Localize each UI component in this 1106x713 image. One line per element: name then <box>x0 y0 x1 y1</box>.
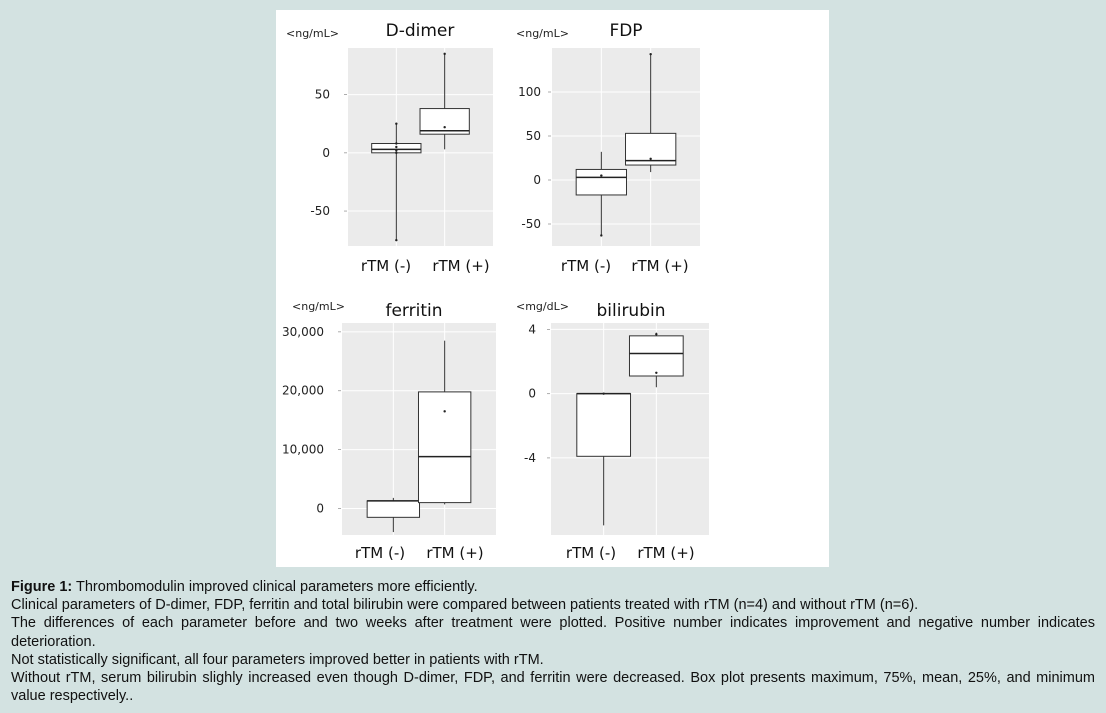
y-unit-label: <mg/dL> <box>516 300 569 313</box>
chart-grid <box>276 10 829 567</box>
caption-title: Thrombomodulin improved clinical parameters more efficiently. <box>76 579 478 595</box>
data-point <box>395 152 397 154</box>
y-tick-label: 0 <box>533 173 541 187</box>
y-unit-label: <ng/mL> <box>292 300 345 313</box>
x-category-label: rTM (-) <box>565 544 617 562</box>
y-tick-label: -50 <box>310 204 330 219</box>
box-iqr <box>577 394 631 457</box>
data-point <box>600 234 602 236</box>
x-category-label: rTM (+) <box>426 544 484 562</box>
caption-line: Not statistically significant, all four parameters improved better in patients with rTM. <box>11 651 544 668</box>
x-category-label: rTM (-) <box>354 544 406 562</box>
chart-title: bilirubin <box>596 301 666 321</box>
box-iqr <box>418 392 470 503</box>
data-point <box>655 372 657 374</box>
box-iqr <box>367 501 419 517</box>
y-tick-label: 100 <box>518 85 541 99</box>
caption-line: Without rTM, serum bilirubin slighly increased even though D-dimer, FDP, and ferritin were decreased. Box plot presents maximum, 75%, mean, 25%, and minimum value respectively.. <box>11 670 1095 705</box>
data-point <box>395 142 397 144</box>
y-unit-label: <ng/mL> <box>286 27 339 40</box>
caption-line: Clinical parameters of D-dimer, FDP, ferritin and total bilirubin were compared between patients treated with rTM (n=4) and without rTM (n=6). <box>11 597 919 614</box>
figure-caption <box>11 578 1095 705</box>
y-tick-label: -50 <box>521 217 541 231</box>
data-point <box>602 392 604 394</box>
data-point <box>395 123 397 125</box>
data-point <box>649 53 651 55</box>
y-tick-label: 50 <box>314 87 330 102</box>
y-tick-label: 4 <box>528 322 536 337</box>
figure-label: Figure 1: <box>11 579 73 595</box>
box-iqr <box>629 336 683 376</box>
x-category-label: rTM (+) <box>631 257 689 275</box>
y-tick-label: 30,000 <box>282 324 324 339</box>
data-point <box>655 333 657 335</box>
data-point <box>395 146 397 148</box>
caption-title-line <box>11 578 1095 596</box>
y-tick-label: 20,000 <box>282 383 324 398</box>
figure-panel <box>276 10 829 567</box>
y-tick-label: -4 <box>524 450 536 465</box>
x-category-label: rTM (-) <box>560 257 612 275</box>
x-category-label: rTM (+) <box>637 544 695 562</box>
data-point <box>395 149 397 151</box>
chart-title: FDP <box>609 21 643 41</box>
box-iqr <box>576 169 626 195</box>
data-point <box>443 410 445 412</box>
caption-line: The differences of each parameter before and two weeks after treatment were plotted. Positive number indicates improvement and negative number indicates deterioration. <box>11 615 1095 650</box>
chart-title: ferritin <box>385 301 443 321</box>
y-tick-label: 0 <box>316 501 324 516</box>
y-tick-label: 0 <box>322 145 330 160</box>
data-point <box>443 126 445 128</box>
y-unit-label: <ng/mL> <box>516 27 569 40</box>
y-tick-label: 0 <box>528 386 536 401</box>
data-point <box>600 174 602 176</box>
y-tick-label: 50 <box>525 129 541 143</box>
data-point <box>649 158 651 160</box>
x-category-label: rTM (-) <box>360 257 412 275</box>
x-category-label: rTM (+) <box>432 257 490 275</box>
data-point <box>443 53 445 55</box>
chart-title: D-dimer <box>385 21 455 41</box>
y-tick-label: 10,000 <box>282 442 324 457</box>
data-point <box>395 239 397 241</box>
